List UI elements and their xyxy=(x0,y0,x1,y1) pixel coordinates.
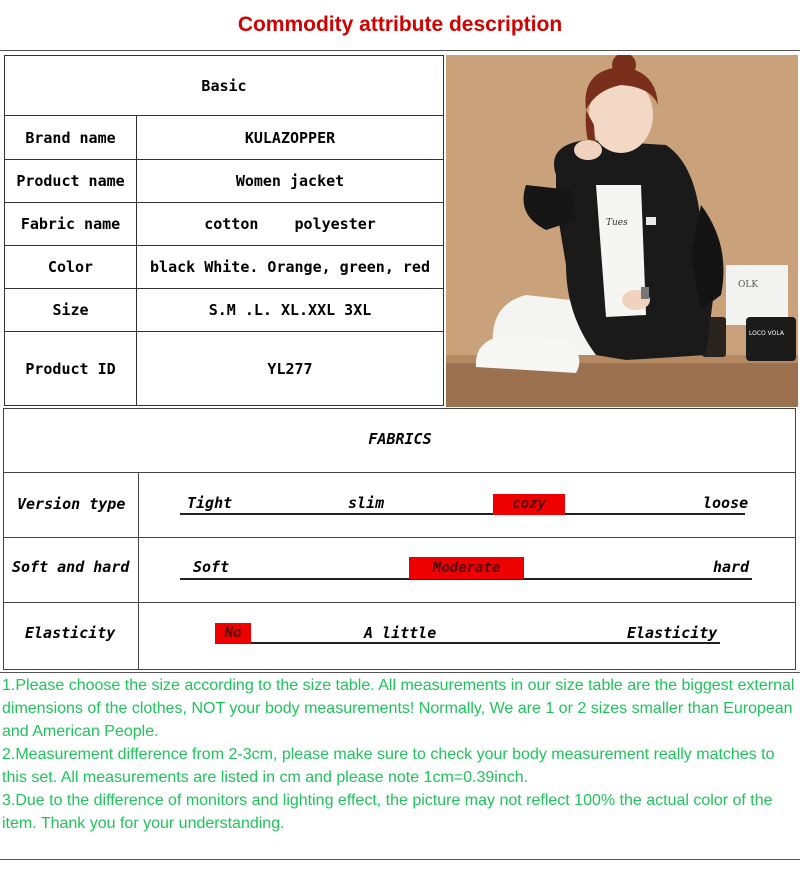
elasticity-option-a-little: A little xyxy=(364,624,437,642)
shirt-text: Tues xyxy=(606,218,628,228)
basic-attributes-table xyxy=(4,55,444,406)
row-value: S.M .L. XL.XXL 3XL xyxy=(137,289,444,332)
fabrics-heading: FABRICS xyxy=(368,430,432,448)
row-label: Brand name xyxy=(5,116,137,160)
soft-option-soft: Soft xyxy=(193,558,230,576)
version-option-loose: loose xyxy=(703,494,749,512)
table-row xyxy=(5,203,444,246)
size-notes xyxy=(0,672,800,860)
row-label: Product ID xyxy=(5,332,137,406)
row-value: cotton polyester xyxy=(137,203,444,246)
version-option-cozy: cozy xyxy=(493,494,565,515)
table-row xyxy=(5,289,444,332)
table-row xyxy=(5,332,444,406)
row-value: KULAZOPPER xyxy=(137,116,444,160)
row-label: Color xyxy=(5,246,137,289)
version-option-slim: slim xyxy=(348,494,385,512)
table-row xyxy=(5,116,444,160)
row-value: black White. Orange, green, red xyxy=(137,246,444,289)
version-type-label: Version type xyxy=(17,495,126,513)
elasticity-option-elasticity: Elasticity xyxy=(627,624,718,642)
note-1: 1.Please choose the size according to the size table. All measurements in our size table are the biggest external dimensions of the clothes, NOT your body measurements! Normally, We are 1 or 2 sizes smaller than European and American People. xyxy=(2,677,795,740)
row-value: Women jacket xyxy=(137,160,444,203)
row-label: Size xyxy=(5,289,137,332)
box-text: OLK xyxy=(738,280,759,290)
basic-heading: Basic xyxy=(5,56,444,116)
row-label: Product name xyxy=(5,160,137,203)
table-row xyxy=(5,160,444,203)
title-divider xyxy=(0,50,800,51)
elasticity-label: Elasticity xyxy=(25,624,116,642)
soft-hard-label: Soft and hard xyxy=(12,558,130,576)
cup-text: LOCO VOLA xyxy=(749,330,784,337)
soft-option-hard: hard xyxy=(713,558,750,576)
model-illustration xyxy=(446,55,798,407)
version-scale-line xyxy=(180,513,745,515)
elasticity-option-no: No xyxy=(215,623,251,644)
note-2: 2.Measurement difference from 2-3cm, please make sure to check your body measurement really matches to this set. All measurements are listed in cm and please note 1cm=0.39inch. xyxy=(2,746,775,786)
soft-option-moderate: Moderate xyxy=(409,557,524,579)
version-option-tight: Tight xyxy=(187,494,233,512)
row-label: Fabric name xyxy=(5,203,137,246)
note-3: 3.Due to the difference of monitors and lighting effect, the picture may not reflect 100% the actual color of the item. Thank you for your understanding. xyxy=(2,792,773,832)
row-value: YL277 xyxy=(137,332,444,406)
table-row xyxy=(5,246,444,289)
elasticity-scale-line xyxy=(215,642,720,644)
product-photo xyxy=(446,55,798,407)
page-title: Commodity attribute description xyxy=(237,13,563,36)
